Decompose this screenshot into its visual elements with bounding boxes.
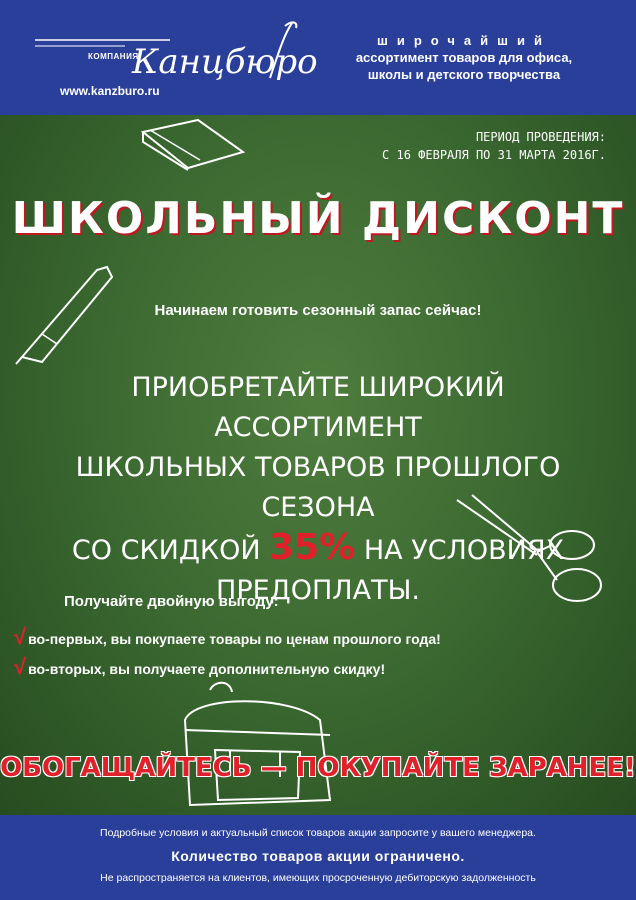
period-label: ПЕРИОД ПРОВЕДЕНИЯ: xyxy=(475,130,606,144)
offer-line-3-after: НА УСЛОВИЯХ xyxy=(355,535,565,566)
checkmark-icon: √ xyxy=(14,624,27,649)
benefit-text: во-вторых, вы получаете дополнительную скидку! xyxy=(28,661,386,677)
benefits-heading: Получайте двойную выгоду: xyxy=(64,593,279,610)
tagline-line-1: широчайший xyxy=(377,33,551,48)
footer-line-1: Подробные условия и актуальный список товаров акции запросите у вашего менеджера. xyxy=(100,827,536,839)
offer-line-3-before: СО СКИДКОЙ xyxy=(71,535,270,566)
tagline-line-2: ассортимент товаров для офиса, xyxy=(355,50,573,65)
notebook-icon xyxy=(138,112,248,172)
tagline-line-3: школы и детского творчества xyxy=(367,67,561,82)
footer-banner xyxy=(0,815,636,900)
offer-text xyxy=(40,368,596,611)
company-label: КОМПАНИЯ xyxy=(88,52,139,61)
benefit-text: во-первых, вы покупаете товары по ценам прошлого года! xyxy=(28,631,441,647)
offer-line-3 xyxy=(40,528,596,571)
period-dates: С 16 ФЕВРАЛЯ ПО 31 МАРТА 2016Г. xyxy=(382,148,606,162)
offer-line-2: ШКОЛЬНЫХ ТОВАРОВ ПРОШЛОГО СЕЗОНА xyxy=(75,452,561,523)
offer-line-4: ПРЕДОПЛАТЫ. xyxy=(216,575,420,606)
company-logo xyxy=(30,18,318,88)
slogan: ОБОГАЩАЙТЕСЬ — ПОКУПАЙТЕ ЗАРАНЕЕ! xyxy=(0,753,636,783)
subtitle: Начинаем готовить сезонный запас сейчас! xyxy=(154,302,482,319)
backpack-icon xyxy=(170,680,350,815)
discount-value: 35% xyxy=(269,527,356,568)
benefit-item xyxy=(14,624,441,650)
header-banner xyxy=(0,0,636,115)
offer-line-1: ПРИОБРЕТАЙТЕ ШИРОКИЙ АССОРТИМЕНТ xyxy=(131,372,505,443)
website-link[interactable]: www.kanzburo.ru xyxy=(60,84,160,98)
benefit-item xyxy=(14,654,385,680)
footer-line-2: Количество товаров акции ограничено. xyxy=(171,848,465,864)
brand-name: Канцбюро xyxy=(132,42,318,82)
tagline xyxy=(314,32,614,83)
page-title: ШКОЛЬНЫЙ ДИСКОНТ xyxy=(11,193,625,244)
checkmark-icon: √ xyxy=(14,654,27,679)
footer-line-3: Не распространяется на клиентов, имеющих просроченную дебиторскую задолженность xyxy=(100,872,536,884)
promo-period xyxy=(382,128,606,164)
